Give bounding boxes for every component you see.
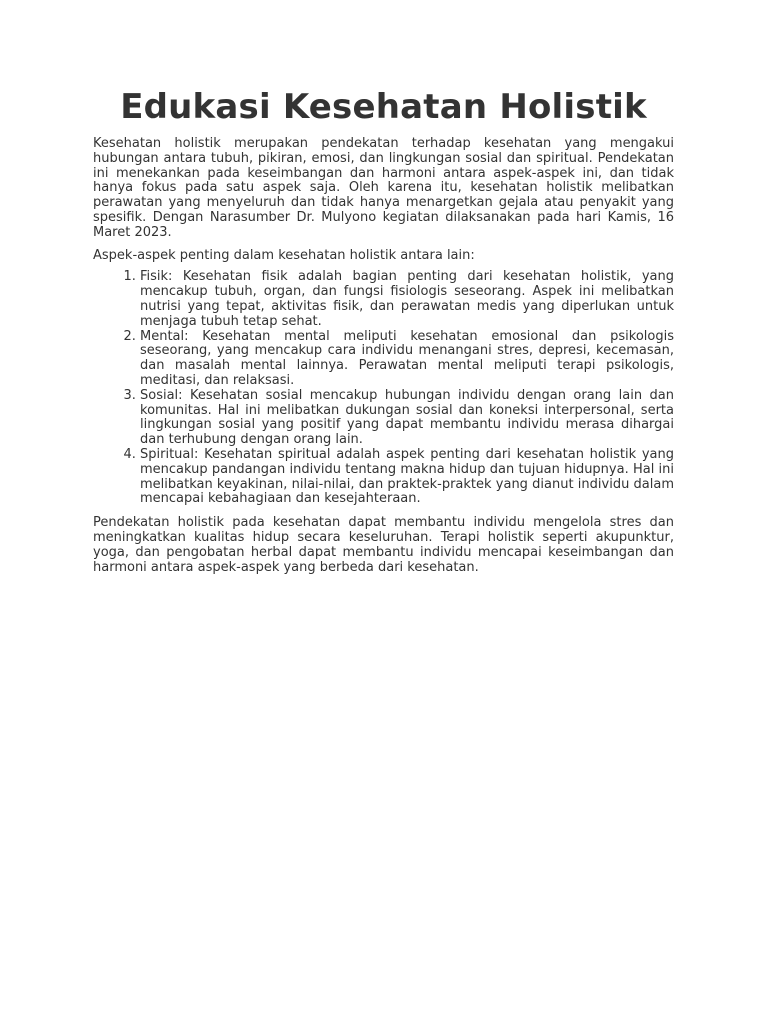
intro-paragraph: Kesehatan holistik merupakan pendekatan terhadap kesehatan yang mengakui hubungan antara tubuh, pikiran, emosi, dan lingkungan sosial dan spiritual. Pendekatan ini menekankan pada keseimbangan dan harmoni antara aspek-aspek ini, dan tidak hanya fokus pada satu aspek saja. Oleh karena itu, kesehatan holistik melibatkan perawatan yang menyeluruh dan tidak hanya menargetkan gejala atau penyakit yang spesifik. Dengan Narasumber Dr. Mulyono kegiatan dilaksanakan pada hari Kamis, 16 Maret 2023. [93, 136, 674, 240]
list-item-fisik: 1. Fisik: Kesehatan fisik adalah bagian penting dari kesehatan holistik, yang mencakup tubuh, organ, dan fungsi fisiologis seseorang. Aspek ini melibatkan nutrisi yang tepat, aktivitas fisik, dan perawatan medis yang diperlukan untuk menjaga tubuh tetap sehat. [140, 270, 674, 329]
document-page [93, 86, 674, 583]
list-item-mental: 2. Mental: Kesehatan mental meliputi kesehatan emosional dan psikologis seseorang, yang mencakup cara individu menangani stres, depresi, kecemasan, dan masalah mental lainnya. Perawatan mental meliputi terapi psikologis, meditasi, dan relaksasi. [140, 330, 674, 389]
aspects-list [93, 270, 674, 507]
list-item-spiritual: 4. Spiritual: Kesehatan spiritual adalah aspek penting dari kesehatan holistik yang mencakup pandangan individu tentang makna hidup dan tujuan hidupnya. Hal ini melibatkan keyakinan, nilai-nilai, dan praktek-praktek yang dianut individu dalam mencapai kebahagiaan dan kesejahteraan. [140, 448, 674, 507]
list-lead-paragraph: Aspek-aspek penting dalam kesehatan holistik antara lain: [93, 247, 475, 263]
closing-paragraph: Pendekatan holistik pada kesehatan dapat membantu individu mengelola stres dan meningkatkan kualitas hidup secara keseluruhan. Terapi holistik seperti akupunktur, yoga, dan pengobatan herbal dapat membantu individu mencapai keseimbangan dan harmoni antara aspek-aspek yang berbeda dari kesehatan. [93, 515, 674, 575]
list-item-sosial: 3. Sosial: Kesehatan sosial mencakup hubungan individu dengan orang lain dan komunitas. Hal ini melibatkan dukungan sosial dan koneksi interpersonal, serta lingkungan sosial yang positif yang dapat membantu individu merasa dihargai dan terhubung dengan orang lain. [140, 389, 674, 448]
document-title: Edukasi Kesehatan Holistik [120, 87, 647, 127]
